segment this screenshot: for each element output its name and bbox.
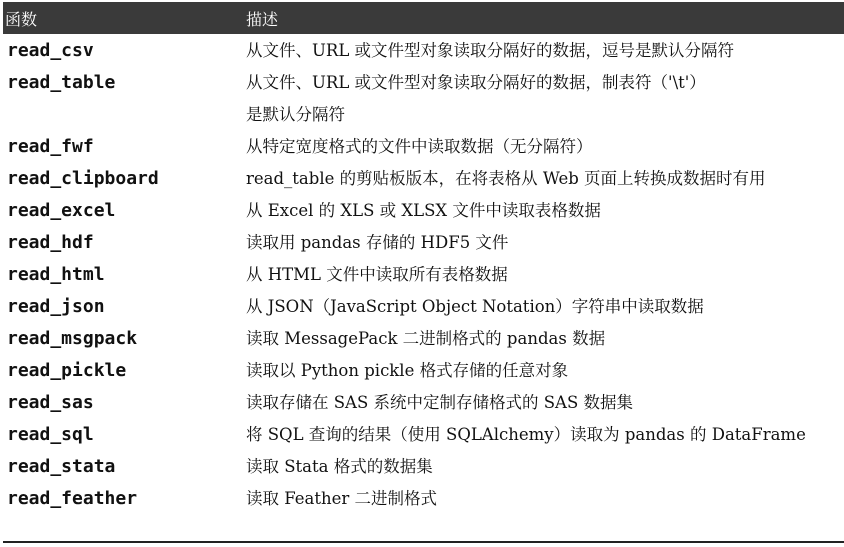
description-line: 从 Excel 的 XLS 或 XLSX 文件中读取表格数据 (246, 201, 601, 220)
function-description (246, 483, 844, 515)
function-name: read_excel (7, 200, 116, 221)
function-name: read_clipboard (7, 168, 159, 189)
description-line: read_table 的剪贴板版本，在将表格从 Web 页面上转换成数据时有用 (246, 169, 766, 188)
table-header (3, 2, 844, 34)
description-line: 将 SQL 查询的结果（使用 SQLAlchemy）读取为 pandas 的 DataFrame (246, 425, 806, 444)
table-body (3, 35, 844, 515)
description-line: 从文件、URL 或文件型对象读取分隔好的数据，逗号是默认分隔符 (246, 41, 735, 60)
description-line: 读取用 pandas 存储的 HDF5 文件 (246, 233, 509, 252)
description-line: 读取 Feather 二进制格式 (246, 489, 438, 508)
function-description (246, 67, 844, 131)
table-row (3, 419, 844, 451)
function-name: read_msgpack (7, 328, 138, 349)
table-row (3, 67, 844, 131)
function-name: read_stata (7, 456, 116, 477)
table-row (3, 323, 844, 355)
table-row (3, 355, 844, 387)
description-line: 读取存储在 SAS 系统中定制存储格式的 SAS 数据集 (246, 393, 634, 412)
description-line: 读取 MessagePack 二进制格式的 pandas 数据 (246, 329, 606, 348)
function-name: read_hdf (7, 232, 94, 253)
table-row (3, 259, 844, 291)
function-name: read_csv (7, 40, 94, 61)
header-description: 描述 (246, 9, 279, 29)
description-line: 从 JSON（JavaScript Object Notation）字符串中读取数据 (246, 297, 704, 316)
function-description (246, 291, 844, 323)
table-row (3, 131, 844, 163)
table-row (3, 35, 844, 67)
function-description (246, 131, 844, 163)
function-description (246, 355, 844, 387)
function-table (3, 2, 844, 515)
function-description (246, 163, 844, 195)
function-description (246, 227, 844, 259)
function-description (246, 259, 844, 291)
table-bottom-rule (3, 541, 844, 543)
table-row (3, 387, 844, 419)
description-line: 读取 Stata 格式的数据集 (246, 457, 433, 476)
function-name: read_table (7, 72, 116, 93)
table-row (3, 227, 844, 259)
header-function: 函数 (5, 9, 38, 29)
function-description (246, 35, 844, 67)
function-name: read_pickle (7, 360, 127, 381)
function-name: read_html (7, 264, 105, 285)
function-name: read_feather (7, 488, 138, 509)
function-description (246, 323, 844, 355)
function-description (246, 195, 844, 227)
description-line: 从 HTML 文件中读取所有表格数据 (246, 265, 508, 284)
function-description (246, 451, 844, 483)
table-row (3, 483, 844, 515)
table-row (3, 195, 844, 227)
description-line: 从文件、URL 或文件型对象读取分隔好的数据，制表符（'\t'） (246, 73, 706, 92)
table-row (3, 291, 844, 323)
table-row (3, 163, 844, 195)
function-name: read_sql (7, 424, 94, 445)
function-name: read_fwf (7, 136, 94, 157)
function-name: read_sas (7, 392, 94, 413)
function-description (246, 419, 844, 451)
function-description (246, 387, 844, 419)
table-row (3, 451, 844, 483)
description-line: 从特定宽度格式的文件中读取数据（无分隔符） (246, 137, 593, 156)
function-name: read_json (7, 296, 105, 317)
description-line: 是默认分隔符 (246, 105, 345, 124)
description-line: 读取以 Python pickle 格式存储的任意对象 (246, 361, 569, 380)
